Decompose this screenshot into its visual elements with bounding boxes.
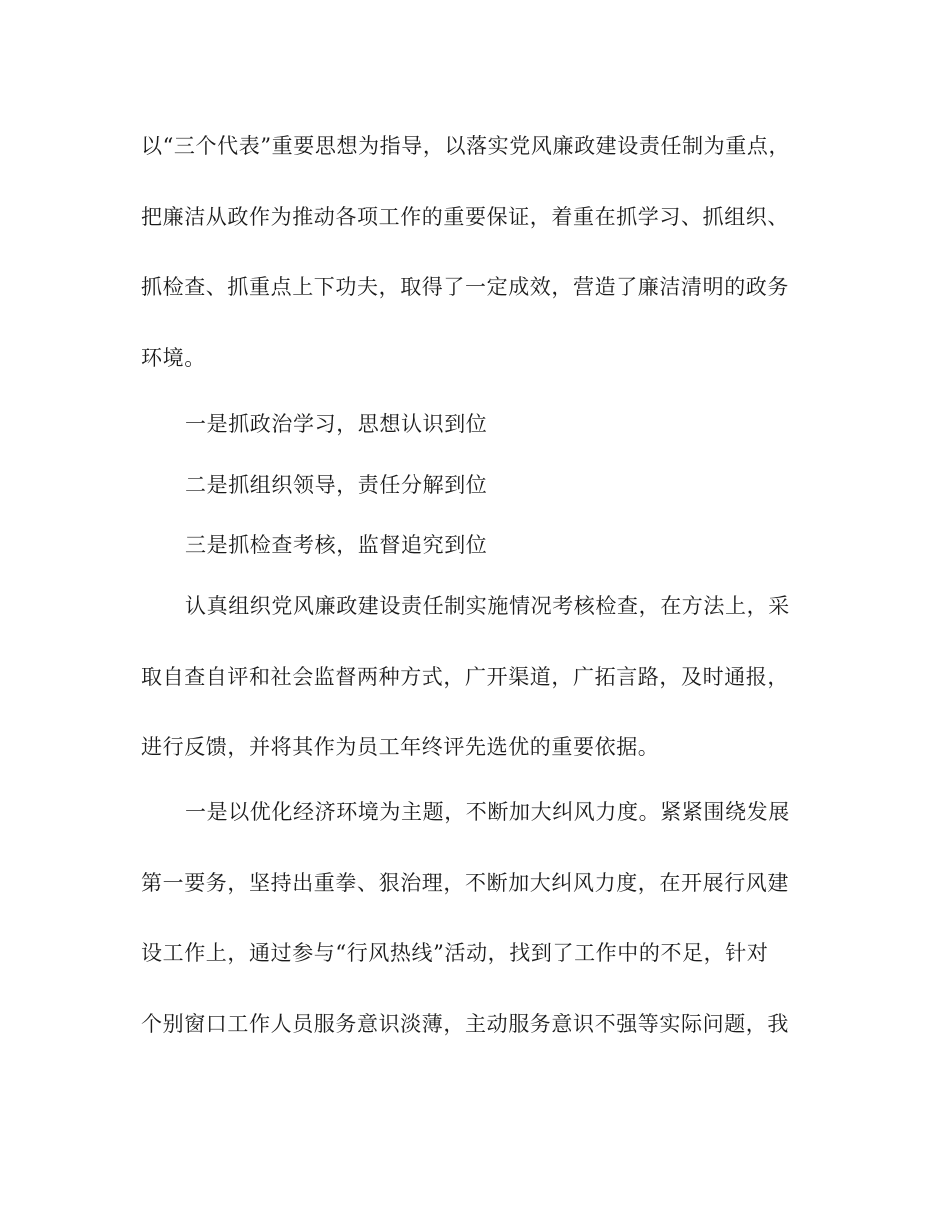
body-text-line: 进行反馈，并将其作为员工年终评先选优的重要依据。 xyxy=(141,735,660,759)
paragraph-first-line: 一是以优化经济环境为主题，不断加大纠风力度。紧紧围绕发展 xyxy=(185,800,790,824)
paragraph-first-line: 认真组织党风廉政建设责任制实施情况考核检查，在方法上，采 xyxy=(185,594,790,618)
body-text-line: 取自查自评和社会监督两种方式，广开渠道，广拓言路，及时通报， xyxy=(141,665,789,689)
heading-line: 三是抓检查考核，监督追究到位 xyxy=(185,533,488,557)
heading-line: 一是抓政治学习，思想认识到位 xyxy=(185,412,488,436)
heading-line: 二是抓组织领导，责任分解到位 xyxy=(185,473,488,497)
body-text-line: 个别窗口工作人员服务意识淡薄，主动服务意识不强等实际问题，我 xyxy=(141,1012,789,1036)
body-text-line: 第一要务，坚持出重拳、狠治理，不断加大纠风力度，在开展行风建 xyxy=(141,871,789,895)
body-text-line: 抓检查、抓重点上下功夫，取得了一定成效，营造了廉洁清明的政务 xyxy=(141,275,789,299)
body-text-line: 设工作上，通过参与“行风热线”活动，找到了工作中的不足，针对 xyxy=(141,941,769,965)
body-text-line: 把廉洁从政作为推动各项工作的重要保证，着重在抓学习、抓组织、 xyxy=(141,205,789,229)
body-text-line: 环境。 xyxy=(141,346,206,370)
body-text-line: 以“三个代表”重要思想为指导，以落实党风廉政建设责任制为重点， xyxy=(141,134,791,158)
